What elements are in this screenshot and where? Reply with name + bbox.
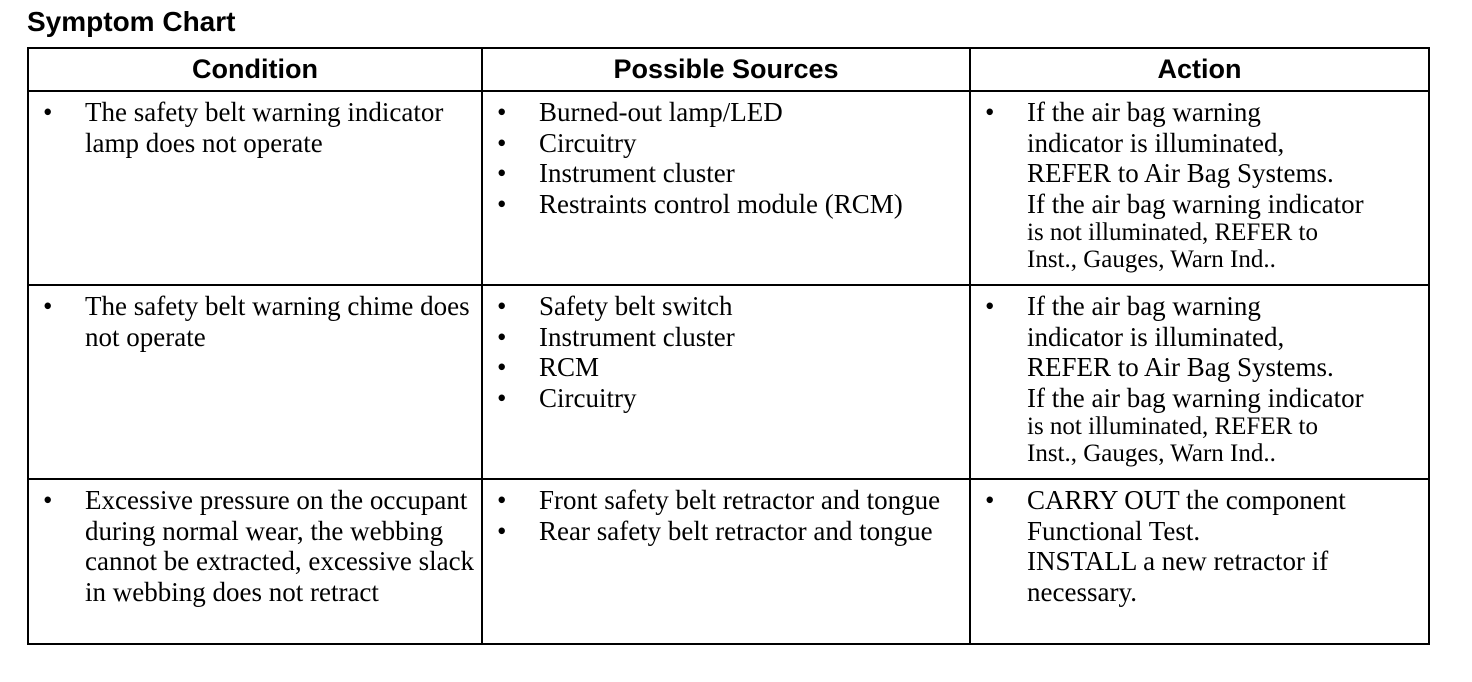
source-text: Instrument cluster	[539, 158, 735, 188]
symptom-chart-table	[27, 47, 1430, 645]
bullet-icon: •	[985, 97, 995, 127]
action-item	[983, 97, 1422, 273]
header-action: Action	[970, 48, 1429, 91]
source-item	[495, 189, 963, 220]
condition-item	[41, 485, 475, 607]
condition-cell	[28, 479, 482, 644]
sources-cell	[482, 285, 970, 479]
source-text: Rear safety belt retractor and tongue	[539, 515, 933, 546]
bullet-icon: •	[497, 291, 507, 321]
header-condition: Condition	[28, 48, 482, 91]
source-text: Instrument cluster	[539, 321, 735, 352]
bullet-icon: •	[497, 382, 507, 413]
action-line: CARRY OUT the component	[1027, 485, 1346, 515]
source-text: Restraints control module (RCM)	[539, 188, 903, 219]
source-item	[495, 291, 963, 322]
table-row	[28, 91, 1429, 285]
table-header-row	[28, 48, 1429, 91]
source-item	[495, 97, 963, 128]
sources-cell	[482, 479, 970, 644]
source-text: RCM	[539, 352, 600, 382]
bullet-icon: •	[43, 97, 53, 127]
bullet-icon: •	[43, 485, 53, 515]
condition-text: Excessive pressure on the occupant during normal wear, the webbing cannot be extracted, excessive slack in webbing does not retract	[85, 485, 475, 607]
bullet-icon: •	[43, 291, 53, 321]
table-row	[28, 285, 1429, 479]
source-text: Burned-out lamp/LED	[539, 97, 783, 127]
action-line: If the air bag warning	[1027, 97, 1261, 127]
sources-cell	[482, 91, 970, 285]
action-cell	[970, 285, 1429, 479]
action-line: If the air bag warning	[1027, 291, 1261, 321]
header-possible-sources: Possible Sources	[482, 48, 970, 91]
source-item	[495, 158, 963, 189]
bullet-icon: •	[497, 188, 507, 219]
source-text: Circuitry	[539, 382, 637, 413]
source-text: Circuitry	[539, 127, 637, 158]
source-item	[495, 516, 963, 547]
action-item	[983, 291, 1422, 467]
source-text: Front safety belt retractor and tongue	[539, 485, 941, 515]
source-item	[495, 485, 963, 516]
action-line: Inst., Gauges, Warn Ind..	[1027, 246, 1276, 273]
action-line: If the air bag warning indicator	[1027, 382, 1364, 413]
bullet-icon: •	[497, 352, 507, 382]
action-line: is not illuminated, REFER to	[1027, 413, 1318, 440]
condition-cell	[28, 91, 482, 285]
bullet-icon: •	[497, 158, 507, 188]
condition-cell	[28, 285, 482, 479]
bullet-icon: •	[497, 515, 507, 546]
action-line: If the air bag warning indicator	[1027, 188, 1364, 219]
source-item	[495, 128, 963, 159]
action-line: Functional Test.	[1027, 515, 1201, 546]
bullet-icon: •	[497, 321, 507, 352]
table-row	[28, 479, 1429, 644]
source-item	[495, 383, 963, 414]
action-item	[983, 485, 1422, 607]
action-line: INSTALL a new retractor if	[1027, 546, 1329, 576]
condition-text: The safety belt warning indicator lamp does not operate	[85, 97, 444, 158]
action-line: indicator is illuminated,	[1027, 127, 1285, 158]
source-item	[495, 322, 963, 353]
condition-item	[41, 291, 475, 352]
bullet-icon: •	[985, 485, 995, 515]
condition-text: The safety belt warning chime does not operate	[85, 291, 470, 352]
action-cell	[970, 479, 1429, 644]
condition-item	[41, 97, 475, 158]
bullet-icon: •	[497, 485, 507, 515]
action-line: indicator is illuminated,	[1027, 321, 1285, 352]
bullet-icon: •	[985, 291, 995, 321]
action-line: REFER to Air Bag Systems.	[1027, 352, 1334, 382]
source-text: Safety belt switch	[539, 291, 733, 321]
action-line: Inst., Gauges, Warn Ind..	[1027, 440, 1276, 467]
page-title: Symptom Chart	[27, 6, 236, 37]
action-cell	[970, 91, 1429, 285]
bullet-icon: •	[497, 97, 507, 127]
action-line: is not illuminated, REFER to	[1027, 219, 1318, 246]
action-line: necessary.	[1027, 576, 1137, 607]
action-line: REFER to Air Bag Systems.	[1027, 158, 1334, 188]
source-item	[495, 352, 963, 383]
bullet-icon: •	[497, 127, 507, 158]
